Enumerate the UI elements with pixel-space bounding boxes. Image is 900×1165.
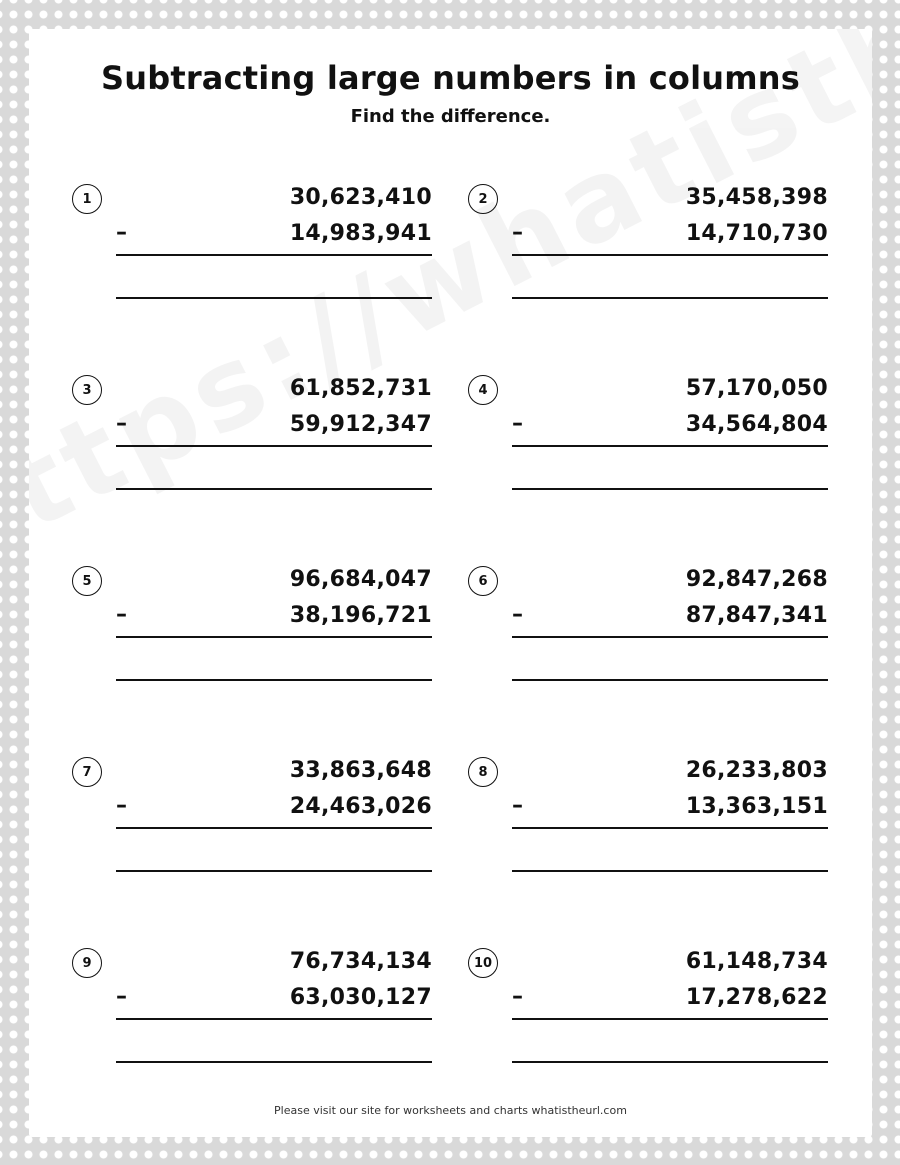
minuend: 26,233,803 <box>685 758 828 783</box>
answer-line[interactable] <box>116 679 432 681</box>
problem-8 <box>468 757 828 877</box>
subtrahend: 34,564,804 <box>685 412 828 437</box>
sum-line <box>116 1018 432 1020</box>
subtrahend: 17,278,622 <box>685 985 828 1010</box>
problem-number-badge: 6 <box>468 566 498 596</box>
subtrahend: 87,847,341 <box>685 603 828 628</box>
answer-line[interactable] <box>116 870 432 872</box>
minus-sign: – <box>116 984 127 1009</box>
problem-number-badge: 5 <box>72 566 102 596</box>
problem-number-badge: 8 <box>468 757 498 787</box>
minuend: 76,734,134 <box>289 949 432 974</box>
problem-2 <box>468 184 828 304</box>
minuend: 61,148,734 <box>685 949 828 974</box>
problem-number-badge: 1 <box>72 184 102 214</box>
subtrahend: 14,983,941 <box>289 221 432 246</box>
minuend: 35,458,398 <box>685 185 828 210</box>
minus-sign: – <box>512 602 523 627</box>
answer-line[interactable] <box>512 488 828 490</box>
minus-sign: – <box>512 793 523 818</box>
subtrahend: 13,363,151 <box>685 794 828 819</box>
problem-7 <box>72 757 432 877</box>
subtrahend: 63,030,127 <box>289 985 432 1010</box>
sum-line <box>116 445 432 447</box>
sum-line <box>512 636 828 638</box>
problem-number-badge: 3 <box>72 375 102 405</box>
minuend: 92,847,268 <box>685 567 828 592</box>
problem-number-badge: 4 <box>468 375 498 405</box>
minuend: 30,623,410 <box>289 185 432 210</box>
minuend: 33,863,648 <box>289 758 432 783</box>
minus-sign: – <box>116 793 127 818</box>
sum-line <box>116 827 432 829</box>
minus-sign: – <box>512 411 523 436</box>
problem-3 <box>72 375 432 495</box>
problem-10 <box>468 948 828 1068</box>
minus-sign: – <box>512 220 523 245</box>
subtrahend: 38,196,721 <box>289 603 432 628</box>
instructions: Find the difference. <box>350 106 551 127</box>
sum-line <box>512 1018 828 1020</box>
page-title: Subtracting large numbers in columns <box>100 59 800 97</box>
minus-sign: – <box>116 602 127 627</box>
sum-line <box>512 827 828 829</box>
answer-line[interactable] <box>512 1061 828 1063</box>
footer-note: Please visit our site for worksheets and charts whatistheurl.com <box>274 1104 627 1117</box>
answer-line[interactable] <box>116 488 432 490</box>
problem-4 <box>468 375 828 495</box>
sum-line <box>116 636 432 638</box>
sum-line <box>116 254 432 256</box>
subtrahend: 24,463,026 <box>289 794 432 819</box>
subtrahend: 14,710,730 <box>685 221 828 246</box>
problem-5 <box>72 566 432 686</box>
minus-sign: – <box>116 411 127 436</box>
minus-sign: – <box>512 984 523 1009</box>
problem-1 <box>72 184 432 304</box>
subtrahend: 59,912,347 <box>289 412 432 437</box>
problem-number-badge: 2 <box>468 184 498 214</box>
problem-number-badge: 10 <box>468 948 498 978</box>
answer-line[interactable] <box>512 297 828 299</box>
minuend: 96,684,047 <box>289 567 432 592</box>
problem-6 <box>468 566 828 686</box>
minuend: 57,170,050 <box>685 376 828 401</box>
problem-9 <box>72 948 432 1068</box>
sum-line <box>512 254 828 256</box>
minuend: 61,852,731 <box>289 376 432 401</box>
problem-number-badge: 9 <box>72 948 102 978</box>
worksheet-page <box>29 29 872 1137</box>
answer-line[interactable] <box>116 1061 432 1063</box>
answer-line[interactable] <box>512 870 828 872</box>
answer-line[interactable] <box>116 297 432 299</box>
minus-sign: – <box>116 220 127 245</box>
sum-line <box>512 445 828 447</box>
problem-number-badge: 7 <box>72 757 102 787</box>
answer-line[interactable] <box>512 679 828 681</box>
